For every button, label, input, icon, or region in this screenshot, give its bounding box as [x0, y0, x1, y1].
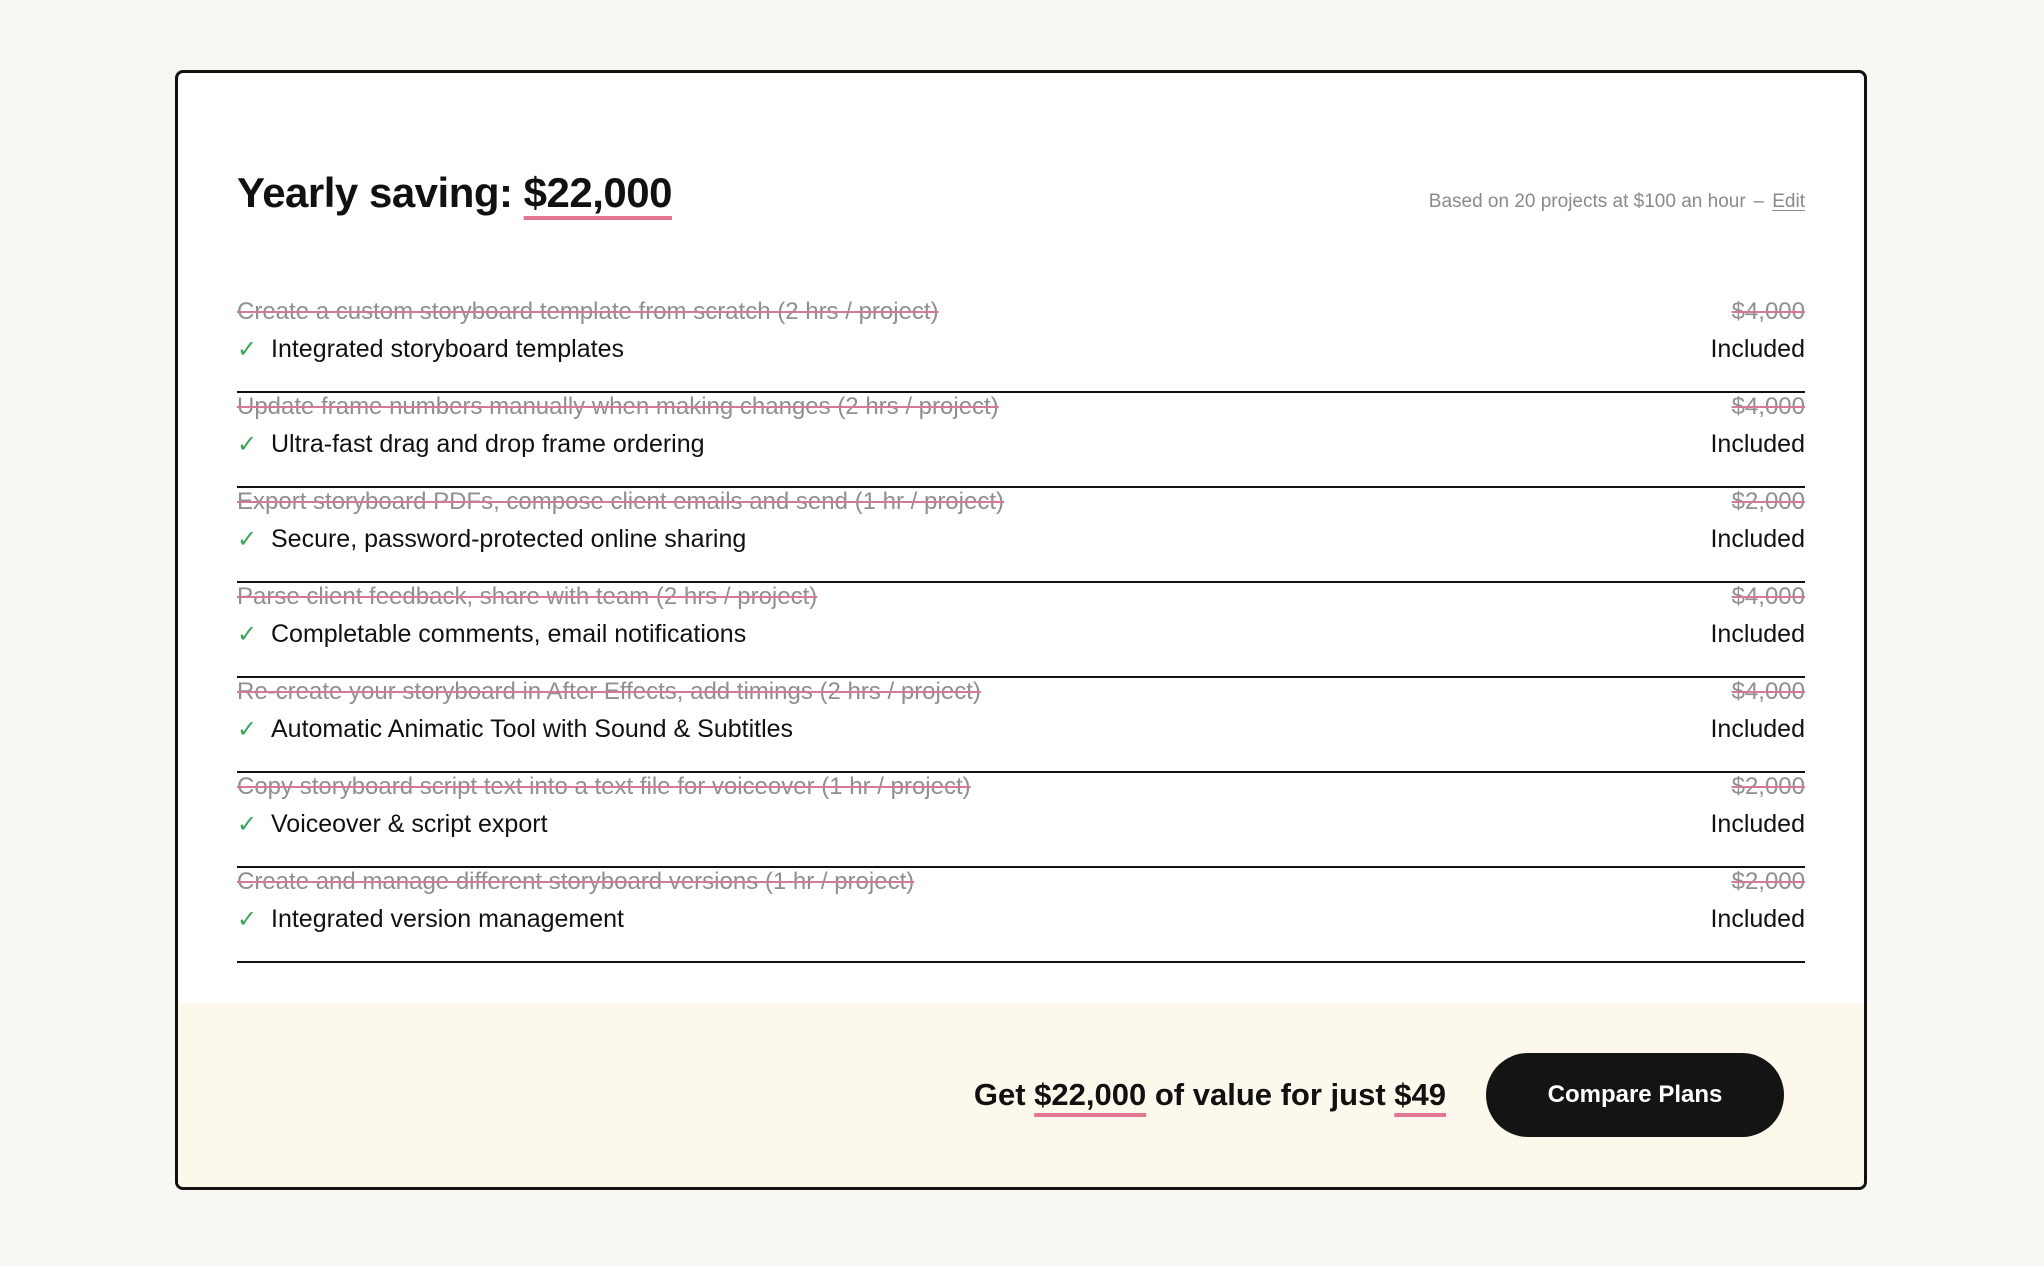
- check-icon: ✓: [237, 811, 258, 838]
- cta-get: Get: [973, 1077, 1035, 1112]
- new-feature-label: Voiceover & script export: [271, 810, 548, 838]
- savings-header: [237, 169, 1805, 217]
- check-icon: ✓: [237, 716, 258, 743]
- included-label: Included: [1710, 905, 1805, 933]
- saving-row: [237, 868, 1805, 963]
- included-label: Included: [1710, 525, 1805, 553]
- included-label: Included: [1710, 620, 1805, 648]
- old-task-price: $2,000: [1731, 488, 1805, 515]
- cta-footer: [178, 1003, 1864, 1187]
- saving-row: [237, 678, 1805, 773]
- old-task: [237, 488, 1805, 516]
- old-task: [237, 773, 1805, 801]
- old-task-price: $4,000: [1731, 393, 1805, 420]
- check-icon: ✓: [237, 336, 258, 363]
- basis-note: [1429, 191, 1805, 213]
- edit-link[interactable]: Edit: [1772, 191, 1805, 212]
- new-feature-label: Automatic Animatic Tool with Sound & Subtitles: [271, 715, 794, 743]
- saving-row: [237, 298, 1805, 393]
- old-task: [237, 298, 1805, 326]
- old-task-price: $2,000: [1731, 868, 1805, 895]
- new-feature: [237, 810, 1805, 839]
- old-task: [237, 868, 1805, 896]
- old-task-price: $4,000: [1731, 583, 1805, 610]
- old-task: [237, 583, 1805, 611]
- new-feature: [237, 620, 1805, 649]
- check-icon: ✓: [237, 621, 258, 648]
- saving-row: [237, 393, 1805, 488]
- included-label: Included: [1710, 810, 1805, 838]
- old-task-price: $4,000: [1731, 298, 1805, 325]
- old-task: [237, 678, 1805, 706]
- old-task-label: Create and manage different storyboard versions (1 hr / project): [237, 868, 915, 895]
- new-feature-label: Secure, password-protected online sharing: [271, 525, 747, 553]
- new-feature-label: Integrated storyboard templates: [271, 335, 624, 363]
- new-feature: [237, 430, 1805, 459]
- saving-row: [237, 583, 1805, 678]
- old-task-label: Update frame numbers manually when making changes (2 hrs / project): [237, 393, 999, 420]
- saving-row: [237, 773, 1805, 868]
- old-task-label: Create a custom storyboard template from scratch (2 hrs / project): [237, 298, 939, 325]
- old-task-label: Parse client feedback, share with team (2 hrs / project): [237, 583, 818, 610]
- savings-card: [175, 70, 1867, 1190]
- old-task-price: $2,000: [1731, 773, 1805, 800]
- cta-price: $49: [1394, 1077, 1446, 1112]
- old-task-label: Export storyboard PDFs, compose client emails and send (1 hr / project): [237, 488, 1004, 515]
- old-task: [237, 393, 1805, 421]
- new-feature: [237, 905, 1805, 934]
- compare-plans-button[interactable]: Compare Plans: [1486, 1053, 1784, 1137]
- cta-text: [974, 1077, 1446, 1113]
- included-label: Included: [1710, 430, 1805, 458]
- cta-middle: of value for just: [1146, 1077, 1395, 1112]
- new-feature: [237, 335, 1805, 364]
- new-feature: [237, 715, 1805, 744]
- saving-row: [237, 488, 1805, 583]
- included-label: Included: [1710, 715, 1805, 743]
- basis-separator: –: [1753, 191, 1765, 212]
- new-feature: [237, 525, 1805, 554]
- basis-text: Based on 20 projects at $100 an hour: [1428, 191, 1746, 212]
- page-title: [237, 169, 672, 217]
- cta-value-amount: $22,000: [1034, 1077, 1147, 1112]
- new-feature-label: Ultra-fast drag and drop frame ordering: [271, 430, 705, 458]
- old-task-price: $4,000: [1731, 678, 1805, 705]
- old-task-label: Copy storyboard script text into a text file for voiceover (1 hr / project): [237, 773, 971, 800]
- savings-list: [237, 298, 1805, 963]
- check-icon: ✓: [237, 526, 258, 553]
- title-prefix: Yearly saving:: [237, 169, 524, 216]
- yearly-saving-amount: $22,000: [523, 169, 672, 216]
- new-feature-label: Integrated version management: [271, 905, 624, 933]
- included-label: Included: [1710, 335, 1805, 363]
- old-task-label: Re-create your storyboard in After Effects, add timings (2 hrs / project): [237, 678, 981, 705]
- new-feature-label: Completable comments, email notifications: [271, 620, 747, 648]
- check-icon: ✓: [237, 906, 258, 933]
- check-icon: ✓: [237, 431, 258, 458]
